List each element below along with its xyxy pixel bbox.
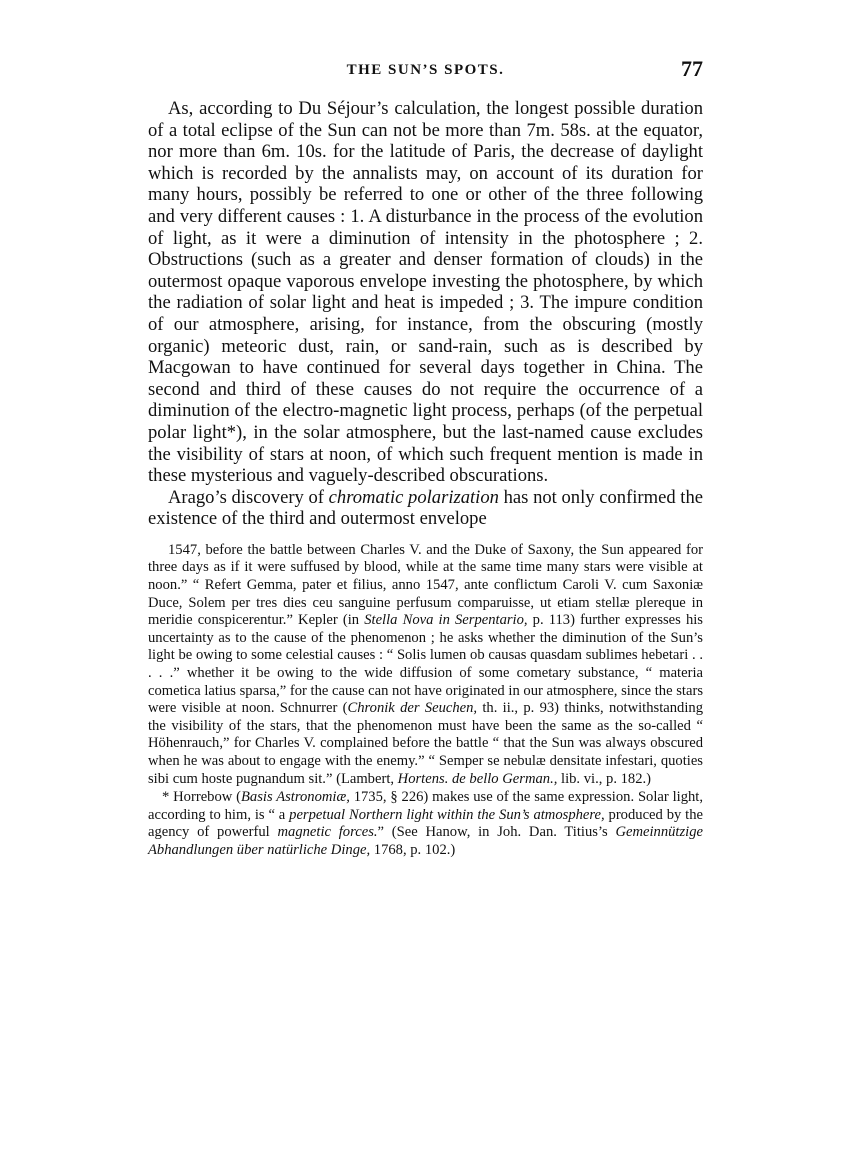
- emphasis-text: Stella Nova in Serpentario,: [364, 612, 528, 629]
- emphasis-text: Chronik der Seuchen,: [347, 700, 478, 717]
- footnote-text: 1768, p. 102.): [370, 841, 456, 858]
- emphasis-text: Hortens. de bello German.,: [397, 770, 558, 787]
- paragraph-text: As, according to Du Séjour’s calculation, the longest possible duration of a total eclipse of the Sun can not be more than 7m. 58s. at the equator, nor more than 6m. 10s. for the latitude of Paris, the decrease of daylight which is recorded by the annalists may, on account of its duration for many hours, possibly be referred to one or other of the three following and very different causes : 1. A disturbance in the process of the evolution of light, as it were a diminution of intensity in the photosphere ; 2. Obstructions (such as a greater and denser formation of clouds) in the outermost opaque vaporous envelope investing the photosphere, by which the radiation of solar light and heat is impeded ; 3. The impure condition of our atmosphere, arising, for instance, from the obscuring (mostly organic) meteoric dust, rain, or sand-rain, such as is described by Macgowan to have continued for several days together in China. The second and third of these causes do not require the occurrence of a diminution of the electro-magnetic light process, perhaps (of the perpetual polar light*), in the solar atmosphere, but the last-named cause excludes the visibility of stars at noon, of which such frequent mention is made in these mysterious and vaguely-described obscurations.: [148, 98, 703, 487]
- emphasis-text: chromatic polarization: [328, 486, 499, 508]
- footnote-text: 1547, before the battle between Charles V. and the Duke of Saxony, the Sun appeared for three days as if it were suffused by blood, while at the same time many stars were visible at noon.” “ Refert Gemma, pater et filius, anno 1547, ante conflictum Caroli V. cum Saxoniæ Duce, Solem per tres dies ceu sanguine perfusum comparuisse, ut etiam stellæ plereque in meridie conspicerentur.” Kepler (in: [148, 541, 703, 629]
- paragraph-text: Arago’s discovery of: [168, 486, 329, 508]
- footnote-continued: [148, 542, 703, 788]
- emphasis-text: magnetic forces.: [277, 824, 378, 841]
- paragraph-text: has not only confirmed the existence of the third and outermost envelope: [148, 486, 704, 530]
- footnote-text: * Horrebow (: [162, 789, 242, 806]
- footnote-text: ” (See Hanow, in Joh. Dan. Titius’s: [377, 824, 616, 841]
- emphasis-text: perpetual Northern light within the Sun’s atmosphere,: [289, 806, 605, 823]
- book-page: [148, 56, 703, 860]
- main-text: [148, 98, 703, 530]
- paragraph-eclipse-duration: [148, 98, 703, 487]
- running-head: [148, 56, 703, 90]
- footnote-text: th. ii., p. 93) thinks, notwithstanding the visibility of the stars, that the phenomenon must have been the same as the so-called “ Höhenrauch,” for Charles V. complained before the battle “ that the Sun was always obscured when he was about to engage with the enemy.” “ Semper se nebulæ densitate infestari, quoties sibi cum hoste pugnandum sit.” (Lambert,: [148, 700, 703, 787]
- paragraph-chromatic-polarization: [148, 487, 703, 530]
- footnote-text: 1735, § 226) makes use of the same expression. Solar light, according to him, is “ a: [148, 789, 703, 823]
- page-number: 77: [681, 56, 703, 81]
- footnotes: [148, 542, 703, 860]
- footnote-horrebow: [148, 789, 703, 859]
- emphasis-text: Basis Astronomiæ,: [241, 789, 350, 806]
- footnote-text: p. 113) further expresses his uncertainty as to the cause of the phenomenon ; he asks whether the diminution of the Sun’s light be owing to some celestial causes : “ Solis lumen ob causas quasdam sublimes hebetari . . . . .” whether it be owing to the wide diffusion of some cometary substance, “ materia cometica latius sparsa,” for the cause can not have originated in our atmosphere, since the stars were visible at noon. Schnurrer (: [148, 612, 703, 717]
- footnote-text: produced by the agency of powerful: [148, 806, 703, 841]
- running-title: THE SUN’S SPOTS.: [346, 62, 505, 78]
- emphasis-text: Gemeinnützige Abhandlungen über natürliche Dinge,: [148, 824, 703, 858]
- footnote-text: lib. vi., p. 182.): [557, 770, 652, 787]
